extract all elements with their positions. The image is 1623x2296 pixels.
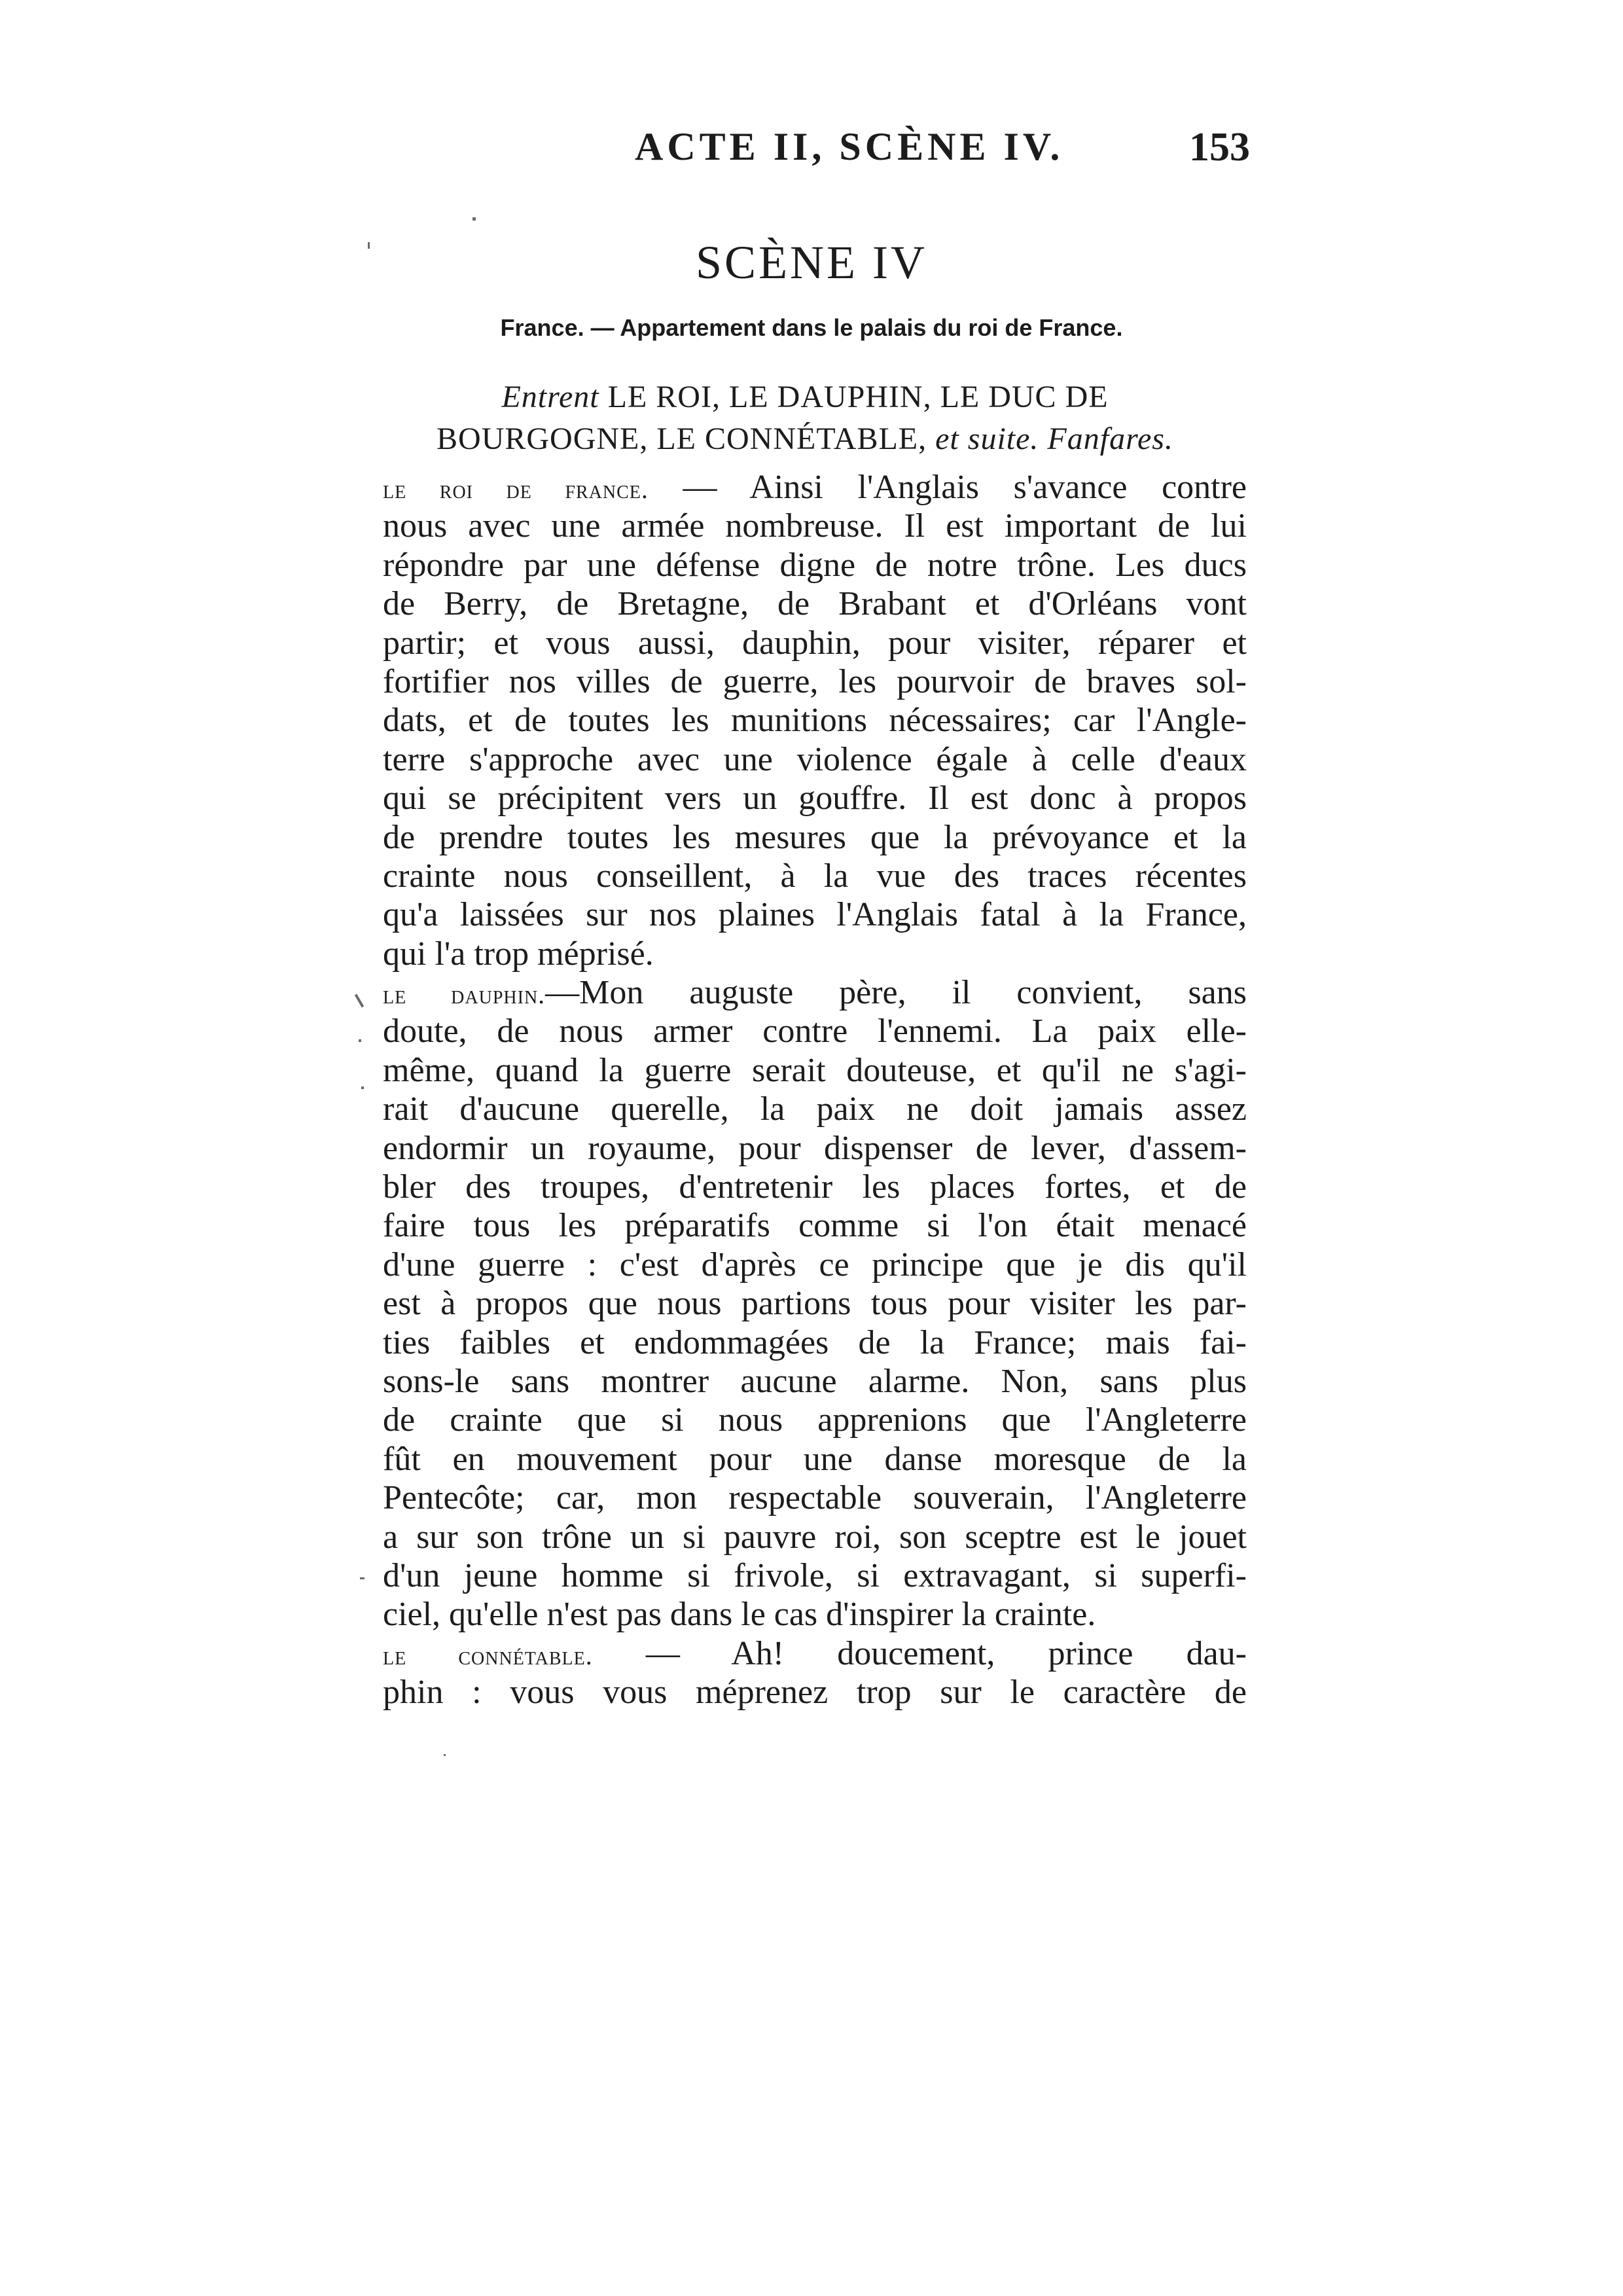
print-speck <box>473 217 476 221</box>
scene-title: SCÈNE IV <box>696 236 927 289</box>
speech-line: a sur son trône un si pauvre roi, son sceptre est le jouet <box>383 1518 1247 1556</box>
speech-line: qu'a laissées sur nos plaines l'Anglais fatal à la France, <box>383 896 1247 934</box>
stage-names-1: LE ROI, LE DAUPHIN, LE DUC DE <box>607 380 1109 414</box>
speech-line: fortifier nos villes de guerre, les pourvoir de braves sol- <box>383 662 1247 700</box>
speech-line: rait d'aucune querelle, la paix ne doit jamais assez <box>383 1090 1247 1128</box>
speech-line: crainte nous conseillent, à la vue des traces récentes <box>383 857 1247 895</box>
stage-direction-line-1 <box>366 376 1243 418</box>
speech-line: même, quand la guerre serait douteuse, et qu'il ne s'agi- <box>383 1051 1247 1089</box>
stage-direction <box>366 376 1243 460</box>
print-speck <box>368 242 370 249</box>
speech-line: sons-le sans montrer aucune alarme. Non, sans plus <box>383 1362 1247 1400</box>
speaker-name: le connétable. <box>383 1640 593 1670</box>
print-speck <box>355 994 364 1007</box>
stage-direction-line-2 <box>366 418 1243 460</box>
print-speck <box>359 1039 361 1042</box>
speech-line: de prendre toutes les mesures que la prévoyance et la <box>383 818 1247 856</box>
speech-line: d'une guerre : c'est d'après ce principe que je dis qu'il <box>383 1246 1247 1283</box>
speech-line: d'un jeune homme si frivole, si extravagant, si superfi- <box>383 1556 1247 1594</box>
speaker-name: le roi de france. <box>383 475 649 504</box>
speech-line: terre s'approche avec une violence égale à celle d'eaux <box>383 740 1247 778</box>
speech-line: est à propos que nous partions tous pour visiter les par- <box>383 1285 1247 1323</box>
speech-line: qui l'a trop méprisé. <box>383 935 654 973</box>
speech-line: bler des troupes, d'entretenir les places fortes, et de <box>383 1168 1247 1206</box>
speech-line: ciel, qu'elle n'est pas dans le cas d'inspirer la crainte. <box>383 1596 1096 1634</box>
dialogue-text <box>383 468 1247 1712</box>
speech-line: le connétable. — Ah! doucement, prince dau- <box>383 1634 1247 1672</box>
speech-line: dats, et de toutes les munitions nécessaires; car l'Angle- <box>383 702 1247 740</box>
speech-line: de crainte que si nous apprenions que l'Angleterre <box>383 1401 1247 1439</box>
speech-line: faire tous les préparatifs comme si l'on était menacé <box>383 1207 1247 1245</box>
speech-line: le roi de france. — Ainsi l'Anglais s'avance contre <box>383 469 1247 506</box>
speech-line: endormir un royaume, pour dispenser de lever, d'assem- <box>383 1129 1247 1167</box>
print-speck <box>360 1577 365 1579</box>
speech-line: répondre par une défense digne de notre trône. Les ducs <box>383 546 1247 584</box>
print-speck <box>361 1086 364 1089</box>
speech-line: ties faibles et endommagées de la France; mais fai- <box>383 1323 1247 1361</box>
speech-line: qui se précipitent vers un gouffre. Il est donc à propos <box>383 780 1247 817</box>
speech-line: partir; et vous aussi, dauphin, pour visiter, réparer et <box>383 624 1247 662</box>
speech-line: doute, de nous armer contre l'ennemi. La paix elle- <box>383 1013 1247 1050</box>
speech-line: nous avec une armée nombreuse. Il est important de lui <box>383 507 1247 545</box>
speech-line: de Berry, de Bretagne, de Brabant et d'Orléans vont <box>383 585 1247 623</box>
stage-entrent: Entrent <box>501 380 599 414</box>
speaker-name: le dauphin. <box>383 980 546 1010</box>
running-head: ACTE II, SCÈNE IV. <box>635 125 1064 168</box>
scene-setting: France. — Appartement dans le palais du roi de France. <box>500 314 1123 341</box>
page-number: 153 <box>1189 125 1250 170</box>
print-speck <box>444 1754 446 1756</box>
speech-line: le dauphin.—Mon auguste père, il convient, sans <box>383 974 1247 1012</box>
speech-line: Pentecôte; car, mon respectable souverain, l'Angleterre <box>383 1479 1247 1517</box>
speech-line: fût en mouvement pour une danse moresque de la <box>383 1440 1247 1478</box>
stage-suite: et suite. Fanfares. <box>935 422 1173 456</box>
speech-line: phin : vous vous méprenez trop sur le caractère de <box>383 1674 1247 1712</box>
stage-names-2: BOURGOGNE, LE CONNÉTABLE, <box>437 422 927 456</box>
